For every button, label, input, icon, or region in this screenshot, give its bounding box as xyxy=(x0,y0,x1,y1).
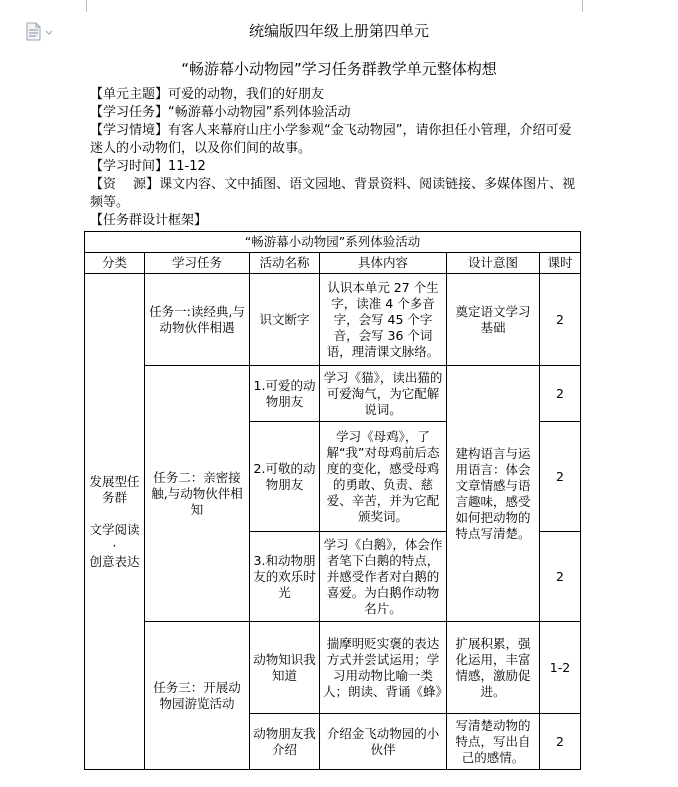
meta-learning-task: 【学习任务】“畅游幕小动物园”系列体验活动 xyxy=(90,105,351,120)
hours-cell: 2 xyxy=(540,274,581,366)
table-row xyxy=(85,274,581,366)
hours-cell: 1-2 xyxy=(540,622,581,714)
meta-learning-time: 【学习时间】11-12 xyxy=(90,159,206,174)
header-category: 分类 xyxy=(85,253,145,274)
task-cell-3: 任务三：开展动物园游览活动 xyxy=(145,622,250,770)
activity-cell: 2.可敬的动物朋友 xyxy=(250,422,320,532)
table-row xyxy=(85,366,581,422)
header-activity: 活动名称 xyxy=(250,253,320,274)
meta-unit-theme: 【单元主题】可爱的动物，我们的好朋友 xyxy=(90,87,325,102)
intent-cell-shared: 建构语言与运用语言：体会文章情感与语言趣味，感受如何把动物的特点写清楚。 xyxy=(447,366,540,622)
hours-cell: 2 xyxy=(540,714,581,770)
activity-cell: 动物知识我知道 xyxy=(250,622,320,714)
margin-mark-left xyxy=(86,0,87,12)
content-cell: 揣摩明贬实褒的表达方式并尝试运用；学习用动物比喻一类人；朗读、背诵《蜂》 xyxy=(320,622,447,714)
content-cell: 介绍金飞动物园的小伙伴 xyxy=(320,714,447,770)
meta-resources: 【资 源】课文内容、文中插图、语文园地、背景资料、阅读链接、多媒体图片、视频等。 xyxy=(90,177,576,210)
intent-cell: 奠定语文学习基础 xyxy=(447,274,540,366)
content-cell: 认识本单元 27 个生字，读准 4 个多音字，会写 45 个字音，会写 36 个词语，理清课文脉络。 xyxy=(320,274,447,366)
hours-cell: 2 xyxy=(540,366,581,422)
activity-cell: 识文断字 xyxy=(250,274,320,366)
margin-mark-right xyxy=(582,0,583,12)
meta-framework: 【任务群设计框架】 xyxy=(90,213,208,228)
content-cell: 学习《猫》，读出猫的可爱淘气，为它配解说词。 xyxy=(320,366,447,422)
task-cell-2: 任务二：亲密接触,与动物伙伴相知 xyxy=(145,366,250,622)
content-cell: 学习《白鹅》，体会作者笔下白鹅的特点，并感受作者对白鹅的喜爱。为白鹅作动物名片。 xyxy=(320,532,447,622)
activity-cell: 1.可爱的动物朋友 xyxy=(250,366,320,422)
header-hours: 课时 xyxy=(540,253,581,274)
content-cell: 学习《母鸡》，了解“我”对母鸡前后态度的变化，感受母鸡的勇敢、负责、慈爱、辛苦，并为它配颁奖词。 xyxy=(320,422,447,532)
task-cell-1: 任务一:读经典,与动物伙伴相遇 xyxy=(145,274,250,366)
meta-learning-context: 【学习情境】有客人来幕府山庄小学参观“金飞动物园”，请你担任小管理，介绍可爱迷人的小动物们，以及你们间的故事。 xyxy=(90,123,572,156)
hours-cell: 2 xyxy=(540,422,581,532)
category-cell: 发展型任务群 文学阅读 · 创意表达 xyxy=(85,274,145,770)
table-row xyxy=(85,622,581,714)
intent-cell: 写清楚动物的特点，写出自己的感情。 xyxy=(447,714,540,770)
document-subtitle: “畅游幕小动物园”学习任务群教学单元整体构想 xyxy=(181,60,497,78)
header-task: 学习任务 xyxy=(145,253,250,274)
intent-cell: 扩展积累，强化运用，丰富情感，激励促进。 xyxy=(447,622,540,714)
activity-cell: 3.和动物朋友的欢乐时光 xyxy=(250,532,320,622)
hours-cell: 2 xyxy=(540,532,581,622)
activity-cell: 动物朋友我介绍 xyxy=(250,714,320,770)
table-caption: “畅游幕小动物园”系列体验活动 xyxy=(85,232,581,253)
header-content: 具体内容 xyxy=(320,253,447,274)
document-title: 统编版四年级上册第四单元 xyxy=(248,22,429,40)
task-group-table xyxy=(84,231,581,770)
header-intent: 设计意图 xyxy=(447,253,540,274)
